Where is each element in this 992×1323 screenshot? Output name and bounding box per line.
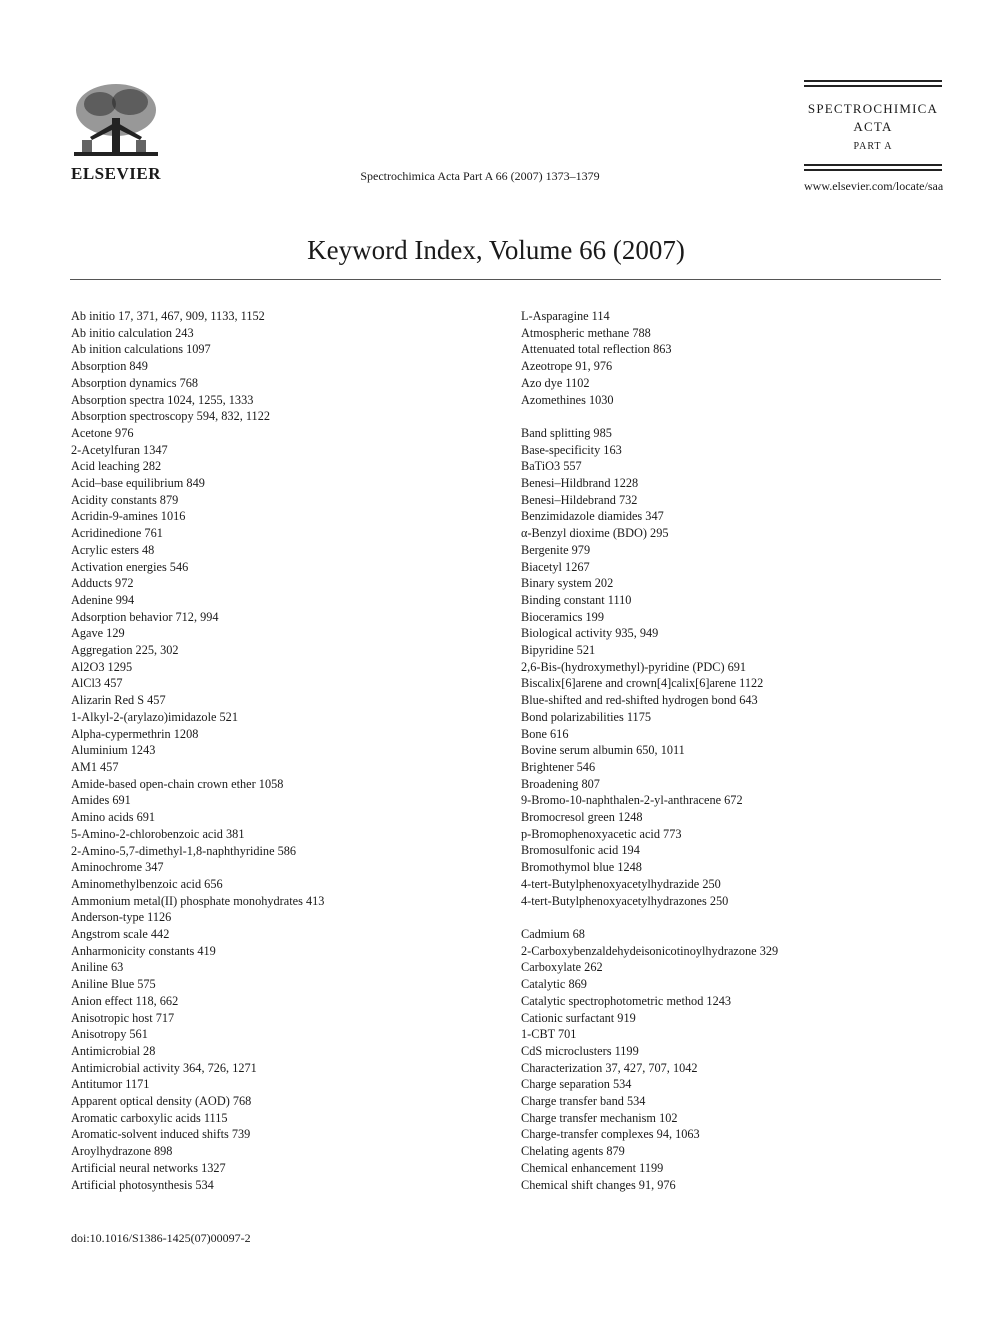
keyword-entry: Bromothymol blue 1248 bbox=[521, 860, 642, 875]
keyword-entry: L-Asparagine 114 bbox=[521, 309, 610, 323]
keyword-entry: Absorption spectra 1024, 1255, 1333 bbox=[71, 392, 254, 407]
keyword-entry: Anderson-type 1126 bbox=[71, 910, 172, 925]
keyword-entry: Chemical shift changes 91, 976 bbox=[521, 1177, 676, 1192]
keyword-entry: Adducts 972 bbox=[71, 576, 134, 591]
keyword-entry: 1-Alkyl-2-(arylazo)imidazole 521 bbox=[71, 709, 238, 724]
keyword-entry: Aminomethylbenzoic acid 656 bbox=[71, 876, 223, 891]
keyword-entry: Bergenite 979 bbox=[521, 542, 591, 557]
keyword-entry: Acidity constants 879 bbox=[71, 492, 179, 507]
keyword-entry: Absorption dynamics 768 bbox=[71, 375, 199, 390]
keyword-entry: Azeotrope 91, 976 bbox=[521, 359, 613, 374]
keyword-entry: Acid leaching 282 bbox=[71, 459, 162, 474]
keyword-entry: Al2O3 1295 bbox=[71, 659, 133, 674]
keyword-entry: Ab initio 17, 371, 467, 909, 1133, 1152 bbox=[71, 309, 265, 323]
keyword-entry: 2-Acetylfuran 1347 bbox=[71, 442, 168, 457]
keyword-entry: Azomethines 1030 bbox=[521, 392, 614, 407]
keyword-entry: 2-Carboxybenzaldehydeisonicotinoylhydrazone 329 bbox=[521, 943, 779, 958]
keyword-entry: Characterization 37, 427, 707, 1042 bbox=[521, 1060, 698, 1075]
section-spacer bbox=[521, 408, 951, 425]
keyword-entry: Benzimidazole diamides 347 bbox=[521, 509, 664, 524]
keyword-entry: Cadmium 68 bbox=[521, 926, 585, 941]
keyword-entry: Acrylic esters 48 bbox=[71, 542, 155, 557]
keyword-entry: CdS microclusters 1199 bbox=[521, 1043, 639, 1058]
keyword-entry: Charge-transfer complexes 94, 1063 bbox=[521, 1127, 700, 1142]
keyword-entry: Charge transfer mechanism 102 bbox=[521, 1110, 678, 1125]
keyword-entry: Acridin-9-amines 1016 bbox=[71, 509, 186, 524]
keyword-entry: 9-Bromo-10-naphthalen-2-yl-anthracene 672 bbox=[521, 793, 743, 808]
keyword-entry: Brightener 546 bbox=[521, 759, 596, 774]
tree-emblem-icon bbox=[70, 82, 162, 164]
publisher-wordmark: ELSEVIER bbox=[71, 164, 161, 183]
keyword-entry: 4-tert-Butylphenoxyacetylhydrazones 250 bbox=[521, 893, 729, 908]
keyword-entry: Adsorption behavior 712, 994 bbox=[71, 609, 219, 624]
keyword-entry: Charge separation 534 bbox=[521, 1077, 632, 1092]
journal-brand bbox=[804, 80, 942, 194]
keyword-entry: 4-tert-Butylphenoxyacetylhydrazide 250 bbox=[521, 876, 721, 891]
brand-rule-bottom bbox=[804, 164, 942, 166]
keyword-entry: Ammonium metal(II) phosphate monohydrates 413 bbox=[71, 893, 325, 908]
keyword-entry: 1-CBT 701 bbox=[521, 1027, 577, 1042]
keyword-entry: Catalytic spectrophotometric method 1243 bbox=[521, 993, 732, 1008]
journal-reference: Spectrochimica Acta Part A 66 (2007) 1373–1379 bbox=[360, 169, 600, 183]
keyword-entry: Amide-based open-chain crown ether 1058 bbox=[71, 776, 284, 791]
keyword-entry: Antimicrobial 28 bbox=[71, 1043, 156, 1058]
keyword-entry: Aroylhydrazone 898 bbox=[71, 1144, 173, 1159]
keyword-entry: Catalytic 869 bbox=[521, 977, 587, 992]
keyword-entry: Apparent optical density (AOD) 768 bbox=[71, 1094, 252, 1109]
keyword-entry: Carboxylate 262 bbox=[521, 960, 603, 975]
keyword-entry: Angstrom scale 442 bbox=[71, 927, 170, 942]
keyword-entry: Bone 616 bbox=[521, 726, 569, 741]
brand-line-2: ACTA bbox=[853, 119, 893, 134]
keyword-entry: Aromatic-solvent induced shifts 739 bbox=[71, 1127, 251, 1142]
keyword-entry: Aggregation 225, 302 bbox=[71, 643, 179, 658]
keyword-entry: Bioceramics 199 bbox=[521, 609, 604, 624]
brand-rule-top bbox=[804, 80, 942, 82]
title-divider bbox=[70, 279, 941, 280]
keyword-entry: Absorption 849 bbox=[71, 359, 148, 374]
keyword-entry: AM1 457 bbox=[71, 759, 119, 774]
doi-footer: doi:10.1016/S1386-1425(07)00097-2 bbox=[71, 1231, 251, 1245]
keyword-entry: Artificial neural networks 1327 bbox=[71, 1160, 226, 1175]
keyword-entry: Biological activity 935, 949 bbox=[521, 626, 659, 641]
keyword-entry: Bromocresol green 1248 bbox=[521, 810, 643, 825]
keyword-entry: Blue-shifted and red-shifted hydrogen bond 643 bbox=[521, 693, 758, 708]
section-spacer bbox=[521, 909, 951, 926]
keyword-entry: Bipyridine 521 bbox=[521, 643, 596, 658]
keyword-entry: Anisotropic host 717 bbox=[71, 1010, 175, 1025]
keyword-entry: Anharmonicity constants 419 bbox=[71, 943, 216, 958]
keyword-entry: Antimicrobial activity 364, 726, 1271 bbox=[71, 1060, 257, 1075]
brand-line-1: SPECTROCHIMICA bbox=[807, 101, 939, 116]
keyword-entry: Atmospheric methane 788 bbox=[521, 325, 651, 340]
journal-url-link[interactable]: www.elsevier.com/locate/saa bbox=[804, 179, 944, 193]
keyword-entry: Aniline Blue 575 bbox=[71, 977, 156, 992]
brand-line-3: PART A bbox=[853, 141, 893, 152]
keyword-entry: Anion effect 118, 662 bbox=[71, 993, 179, 1008]
keyword-entry: Bond polarizabilities 1175 bbox=[521, 709, 652, 724]
keyword-entry: Acetone 976 bbox=[71, 425, 134, 440]
keyword-entry: Biscalix[6]arene and crown[4]calix[6]arene 1122 bbox=[521, 676, 764, 691]
keyword-entry: 5-Amino-2-chlorobenzoic acid 381 bbox=[71, 826, 245, 841]
keyword-entry: Activation energies 546 bbox=[71, 559, 189, 574]
keyword-entry: 2-Amino-5,7-dimethyl-1,8-naphthyridine 586 bbox=[71, 843, 297, 858]
keyword-entry: Band splitting 985 bbox=[521, 425, 612, 440]
keyword-entry: Artificial photosynthesis 534 bbox=[71, 1177, 214, 1192]
keyword-entry: Acridinedione 761 bbox=[71, 526, 163, 541]
keyword-entry: 2,6-Bis-(hydroxymethyl)-pyridine (PDC) 691 bbox=[521, 659, 747, 674]
keyword-entry: Base-specificity 163 bbox=[521, 442, 622, 457]
keyword-entry: Binding constant 1110 bbox=[521, 592, 632, 607]
keyword-entry: Aromatic carboxylic acids 1115 bbox=[71, 1110, 228, 1125]
keyword-entry: p-Bromophenoxyacetic acid 773 bbox=[521, 826, 682, 841]
keyword-column-right bbox=[521, 308, 951, 1193]
keyword-entry: Benesi–Hildebrand 732 bbox=[521, 492, 638, 507]
keyword-entry: Chelating agents 879 bbox=[521, 1144, 625, 1159]
brand-rule-bottom-2 bbox=[804, 169, 942, 171]
keyword-entry: Amides 691 bbox=[71, 793, 131, 808]
keyword-entry: Ab initio calculation 243 bbox=[71, 325, 194, 340]
page-title: Keyword Index, Volume 66 (2007) bbox=[307, 235, 685, 265]
elsevier-logo bbox=[70, 82, 162, 182]
keyword-entry: Charge transfer band 534 bbox=[521, 1094, 646, 1109]
keyword-entry: Broadening 807 bbox=[521, 776, 600, 791]
keyword-entry: Binary system 202 bbox=[521, 576, 614, 591]
keyword-entry: Chemical enhancement 1199 bbox=[521, 1160, 664, 1175]
keyword-entry: Biacetyl 1267 bbox=[521, 559, 590, 574]
keyword-column-left bbox=[71, 308, 491, 1193]
keyword-entry: Antitumor 1171 bbox=[71, 1077, 150, 1092]
keyword-entry: Cationic surfactant 919 bbox=[521, 1010, 636, 1025]
keyword-entry: Amino acids 691 bbox=[71, 810, 156, 825]
keyword-entry: Attenuated total reflection 863 bbox=[521, 342, 672, 357]
keyword-entry: Aminochrome 347 bbox=[71, 860, 164, 875]
keyword-entry: AlCl3 457 bbox=[71, 676, 123, 691]
keyword-entry: BaTiO3 557 bbox=[521, 459, 582, 474]
keyword-entry: Absorption spectroscopy 594, 832, 1122 bbox=[71, 409, 271, 424]
brand-rule-top-2 bbox=[804, 85, 942, 87]
keyword-entry: Acid–base equilibrium 849 bbox=[71, 476, 205, 491]
keyword-entry: Agave 129 bbox=[71, 626, 125, 641]
keyword-entry: Bovine serum albumin 650, 1011 bbox=[521, 743, 685, 758]
keyword-entry: Alpha-cypermethrin 1208 bbox=[71, 726, 199, 741]
keyword-entry: Bromosulfonic acid 194 bbox=[521, 843, 640, 858]
keyword-entry: Azo dye 1102 bbox=[521, 375, 590, 390]
keyword-entry: Aluminium 1243 bbox=[71, 743, 156, 758]
keyword-entry: Aniline 63 bbox=[71, 960, 124, 975]
keyword-entry: Anisotropy 561 bbox=[71, 1027, 148, 1042]
keyword-entry: Ab inition calculations 1097 bbox=[71, 342, 211, 357]
keyword-entry: Adenine 994 bbox=[71, 592, 135, 607]
keyword-entry: α-Benzyl dioxime (BDO) 295 bbox=[521, 526, 669, 541]
keyword-entry: Alizarin Red S 457 bbox=[71, 693, 166, 708]
keyword-entry: Benesi–Hildbrand 1228 bbox=[521, 476, 639, 491]
